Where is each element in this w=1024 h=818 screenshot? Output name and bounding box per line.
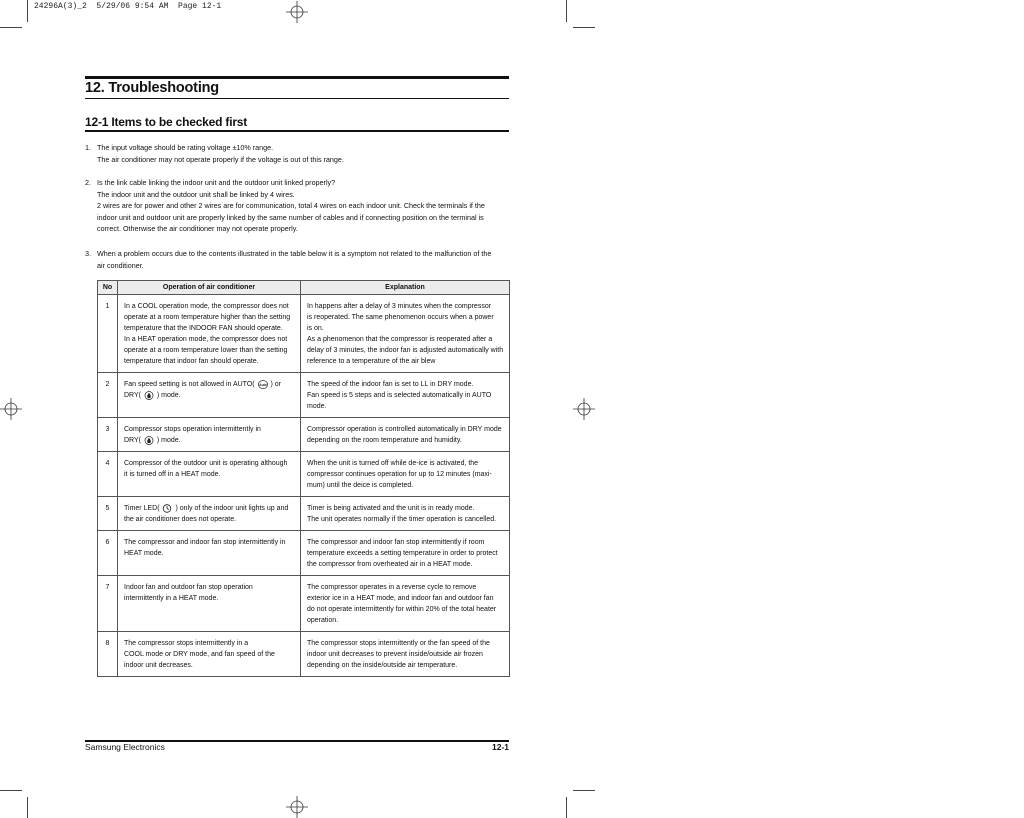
cell-line bbox=[124, 390, 300, 401]
operation-cell bbox=[118, 373, 301, 418]
row-number: 8 bbox=[98, 632, 118, 677]
table-row bbox=[98, 373, 510, 418]
cell-line: mode. bbox=[307, 403, 327, 410]
item-number: 2. bbox=[85, 178, 91, 187]
troubleshooting-table bbox=[97, 280, 510, 677]
registration-mark-icon bbox=[286, 796, 308, 818]
dry-mode-icon bbox=[144, 436, 154, 445]
cell-line bbox=[124, 503, 300, 514]
cell-line: temperature that the INDOOR FAN should operate. bbox=[124, 325, 283, 332]
cell-line: do not operate intermittently for within 20% of the total heater bbox=[307, 606, 497, 613]
cell-line: In a COOL operation mode, the compressor does not bbox=[124, 303, 289, 310]
cell-line: operate at a room temperature lower than the setting bbox=[124, 347, 288, 354]
registration-mark-icon bbox=[573, 398, 595, 420]
cell-line: Compressor of the outdoor unit is operating although bbox=[124, 460, 288, 467]
dry-mode-icon bbox=[144, 391, 154, 400]
item-line: correct. Otherwise the air conditioner may not operate properly. bbox=[97, 224, 298, 233]
cell-text: ) or bbox=[270, 381, 282, 388]
row-number: 5 bbox=[98, 497, 118, 531]
item-line: The input voltage should be rating voltage ±10% range. bbox=[97, 143, 274, 152]
crop-mark bbox=[566, 0, 567, 22]
row-number: 2 bbox=[98, 373, 118, 418]
section-title: 12. Troubleshooting bbox=[85, 80, 219, 96]
explanation-cell bbox=[301, 632, 510, 677]
explanation-cell bbox=[301, 295, 510, 373]
cell-line: The compressor and indoor fan stop intermittently in bbox=[124, 539, 286, 546]
sub-title: 12-1 Items to be checked first bbox=[85, 115, 248, 129]
cell-text: Timer LED( bbox=[124, 505, 160, 512]
operation-cell bbox=[118, 531, 301, 576]
item-line: The air conditioner may not operate properly if the voltage is out of this range. bbox=[97, 154, 344, 164]
cell-line: temperature that indoor fan should operate. bbox=[124, 358, 259, 365]
timer-icon bbox=[162, 504, 172, 513]
row-number: 3 bbox=[98, 418, 118, 452]
table-row bbox=[98, 452, 510, 497]
footer-company: Samsung Electronics bbox=[85, 742, 165, 752]
cell-line: mum) until the deice is completed. bbox=[307, 482, 414, 489]
table-row bbox=[98, 531, 510, 576]
cell-line: is reoperated. The same phenomenon occurs when a power bbox=[307, 314, 494, 321]
operation-cell bbox=[118, 632, 301, 677]
operation-cell bbox=[118, 497, 301, 531]
cell-line: the air conditioner does not operate. bbox=[124, 516, 237, 523]
cell-line: operation. bbox=[307, 617, 339, 624]
item-line: indoor unit and outdoor unit are properly linked by the same number of cables and if connecting position on the terminal is bbox=[97, 212, 484, 222]
cell-line: The compressor stops intermittently in a bbox=[124, 640, 249, 647]
footer-page-number: 12-1 bbox=[491, 742, 509, 752]
crop-mark bbox=[573, 27, 595, 28]
cell-line: COOL mode or DRY mode, and fan speed of the bbox=[124, 651, 275, 658]
sub-title-rule bbox=[85, 130, 509, 132]
item-number: 1. bbox=[85, 143, 91, 152]
cell-line: depending on the room temperature and humidity. bbox=[307, 437, 462, 444]
crop-mark bbox=[27, 0, 28, 22]
cell-text: Fan speed setting is not allowed in AUTO( bbox=[124, 381, 255, 388]
cell-line: depending on the inside/outside air temperature. bbox=[307, 662, 458, 669]
cell-line: reference to a temperature of the air blew bbox=[307, 358, 436, 365]
cell-line: exterior ice in a HEAT mode, and indoor fan and outdoor fan bbox=[307, 595, 494, 602]
check-item-1 bbox=[85, 142, 510, 165]
explanation-cell bbox=[301, 418, 510, 452]
explanation-cell bbox=[301, 576, 510, 632]
item-line: Is the link cable linking the indoor unit and the outdoor unit linked properly? bbox=[97, 178, 336, 187]
item-line: The indoor unit and the outdoor unit shall be linked by 4 wires. bbox=[97, 189, 295, 199]
cell-line: Indoor fan and outdoor fan stop operation bbox=[124, 584, 253, 591]
header-no: No bbox=[98, 281, 118, 295]
cell-line: indoor unit decreases to prevent inside/outside air frozen bbox=[307, 651, 483, 658]
cell-line: compressor continues operation for up to 12 minutes (maxi- bbox=[307, 471, 492, 478]
header-operation: Operation of air conditioner bbox=[118, 281, 301, 295]
table-row bbox=[98, 576, 510, 632]
item-number: 3. bbox=[85, 249, 91, 258]
row-number: 6 bbox=[98, 531, 118, 576]
cell-line: As a phenomenon that the compressor is reoperated after a bbox=[307, 336, 493, 343]
row-number: 7 bbox=[98, 576, 118, 632]
crop-mark bbox=[573, 790, 595, 791]
cell-line: The compressor operates in a reverse cycle to remove bbox=[307, 584, 477, 591]
registration-mark-icon bbox=[0, 398, 22, 420]
cell-text: DRY( bbox=[124, 437, 141, 444]
check-item-2 bbox=[85, 177, 510, 235]
cell-line bbox=[124, 379, 300, 390]
cell-line: The speed of the indoor fan is set to LL in DRY mode. bbox=[307, 381, 474, 388]
cell-line: The compressor and indoor fan stop intermittently if room bbox=[307, 539, 485, 546]
item-line: When a problem occurs due to the contents illustrated in the table below it is a symptom not related to the malfunction of the bbox=[97, 249, 492, 258]
cell-line: In happens after a delay of 3 minutes when the compressor bbox=[307, 303, 492, 310]
item-line: 2 wires are for power and other 2 wires are for communication, total 4 wires on each indoor unit. Check the terminals if the bbox=[97, 201, 485, 210]
check-item-3 bbox=[85, 248, 510, 271]
cell-line: Fan speed is 5 steps and is selected automatically in AUTO bbox=[307, 392, 492, 399]
cell-line: In a HEAT operation mode, the compressor does not bbox=[124, 336, 288, 343]
cell-line: the compressor from overheated air in a HEAT mode. bbox=[307, 561, 473, 568]
operation-cell bbox=[118, 576, 301, 632]
table-row bbox=[98, 632, 510, 677]
cell-line: delay of 3 minutes, the indoor fan is adjusted automatically with bbox=[307, 347, 504, 354]
row-number: 4 bbox=[98, 452, 118, 497]
explanation-cell bbox=[301, 497, 510, 531]
cell-line: indoor unit decreases. bbox=[124, 662, 193, 669]
explanation-cell bbox=[301, 531, 510, 576]
explanation-cell bbox=[301, 452, 510, 497]
title-bottom-rule bbox=[85, 98, 509, 99]
cell-text: ) mode. bbox=[156, 437, 181, 444]
header-explanation: Explanation bbox=[301, 281, 510, 295]
explanation-cell bbox=[301, 373, 510, 418]
table-row bbox=[98, 497, 510, 531]
table-header-row bbox=[98, 281, 510, 295]
cell-line: temperature exceeds a setting temperature in order to protect bbox=[307, 550, 498, 557]
cell-line: The compressor stops intermittently or the fan speed of the bbox=[307, 640, 490, 647]
cell-text: DRY( bbox=[124, 392, 141, 399]
row-number: 1 bbox=[98, 295, 118, 373]
cell-text: ) only of the indoor unit lights up and bbox=[175, 505, 289, 512]
cell-line bbox=[124, 435, 300, 446]
crop-mark bbox=[0, 27, 22, 28]
cell-line: The unit operates normally if the timer operation is cancelled. bbox=[307, 516, 497, 523]
registration-mark-icon bbox=[286, 1, 308, 23]
cell-line: is on. bbox=[307, 325, 324, 332]
operation-cell bbox=[118, 418, 301, 452]
cell-line: intermittently in a HEAT mode. bbox=[124, 595, 219, 602]
cell-line: Compressor operation is controlled automatically in DRY mode bbox=[307, 426, 502, 433]
item-line: air conditioner. bbox=[97, 260, 144, 270]
operation-cell bbox=[118, 452, 301, 497]
title-top-rule bbox=[85, 76, 509, 79]
crop-mark bbox=[566, 797, 567, 818]
cell-line: Compressor stops operation intermittently in bbox=[124, 426, 261, 433]
cell-line: HEAT mode. bbox=[124, 550, 164, 557]
operation-cell bbox=[118, 295, 301, 373]
crop-mark bbox=[0, 790, 22, 791]
table-row bbox=[98, 418, 510, 452]
cell-line: When the unit is turned off while de-ice is activated, the bbox=[307, 460, 479, 467]
table-row bbox=[98, 295, 510, 373]
crop-mark bbox=[27, 797, 28, 818]
print-header: 24296A(3)_2 5/29/06 9:54 AM Page 12-1 bbox=[34, 2, 222, 11]
svg-text:Auto: Auto bbox=[258, 382, 267, 387]
cell-line: operate at a room temperature higher than the setting bbox=[124, 314, 291, 321]
cell-line: Timer is being activated and the unit is in ready mode. bbox=[307, 505, 475, 512]
cell-text: ) mode. bbox=[156, 392, 181, 399]
auto-mode-icon bbox=[258, 380, 268, 389]
cell-line: it is turned off in a HEAT mode. bbox=[124, 471, 221, 478]
